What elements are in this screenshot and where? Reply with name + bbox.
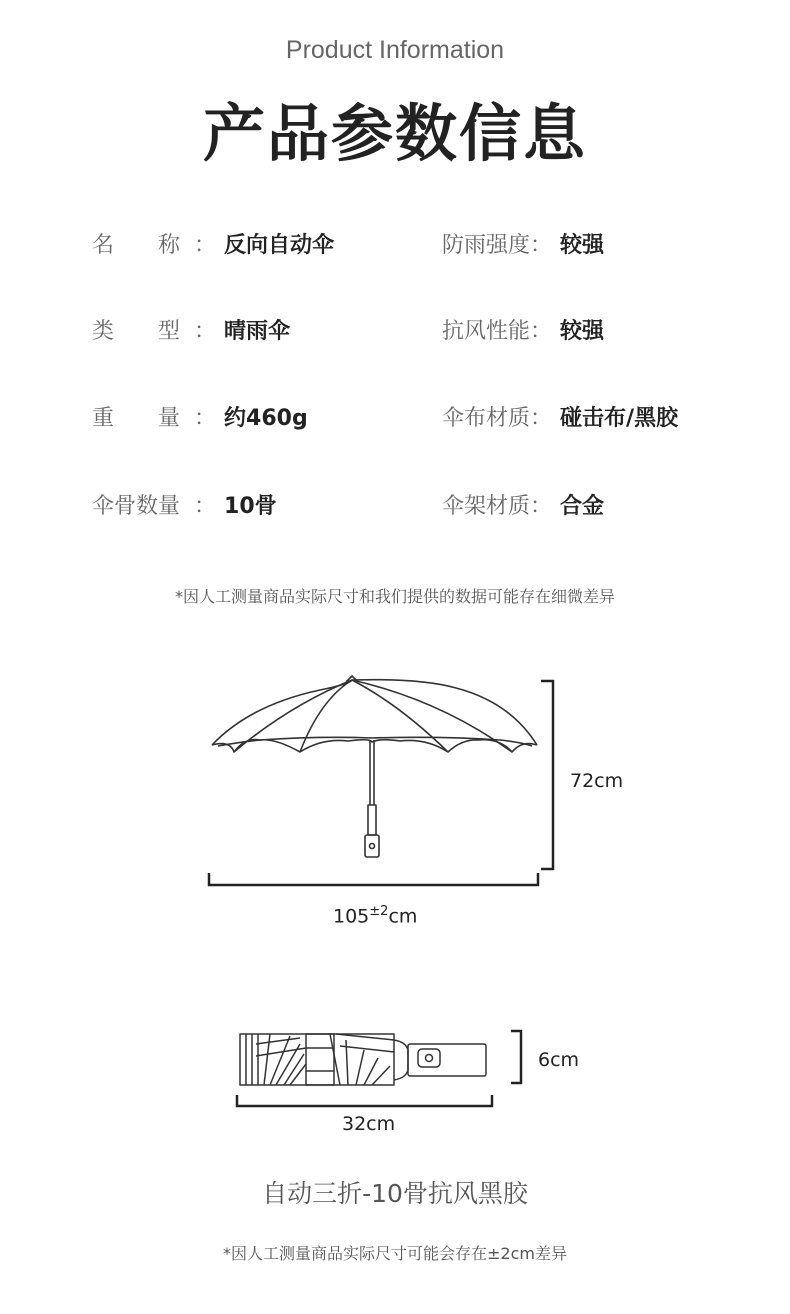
spec-key: 抗风性能 (442, 319, 531, 344)
open-height-label: 72cm (570, 770, 624, 792)
spec-key: 伞骨数量 (92, 494, 181, 519)
spec-value: 10骨 (224, 494, 277, 519)
spec-sep: ： (194, 406, 217, 431)
spec-key: 伞架材质 (442, 494, 531, 519)
eyebrow-title: Product Information (285, 36, 505, 64)
spec-key: 类 型 (92, 319, 181, 344)
spec-sep: ： (194, 319, 217, 344)
spec-sep: ： (194, 494, 217, 519)
spec-key: 防雨强度 (442, 233, 531, 258)
product-caption: 自动三折-10骨抗风黑胶 (262, 1179, 528, 1208)
spec-value: 约460g (224, 406, 308, 431)
measurement-note: *因人工测量商品实际尺寸和我们提供的数据可能存在细微差异 (174, 587, 615, 606)
tolerance-note: *因人工测量商品实际尺寸可能会存在±2cm差异 (223, 1244, 567, 1263)
spec-value: 合金 (560, 494, 605, 519)
spec-key: 伞布材质 (442, 406, 531, 431)
spec-value: 碰击布/黑胶 (560, 406, 679, 431)
spec-sep: ： (530, 233, 553, 258)
open-width-value: 105 (333, 905, 370, 928)
spec-sep: ： (530, 406, 553, 431)
spec-key: 名 称 (92, 233, 181, 258)
spec-key: 重 量 (92, 406, 181, 431)
folded-height-label: 6cm (538, 1049, 580, 1071)
spec-value: 较强 (560, 319, 605, 344)
spec-sep: ： (194, 233, 217, 258)
spec-sep: ： (530, 494, 553, 519)
spec-value: 较强 (560, 233, 605, 258)
page-title: 产品参数信息 (202, 97, 587, 170)
folded-length-label: 32cm (342, 1113, 396, 1135)
open-width-tolerance: ±2 (369, 904, 389, 919)
spec-sep: ： (530, 319, 553, 344)
spec-value: 反向自动伞 (224, 233, 335, 258)
spec-value: 晴雨伞 (224, 319, 291, 344)
open-width-unit: cm (388, 905, 418, 928)
